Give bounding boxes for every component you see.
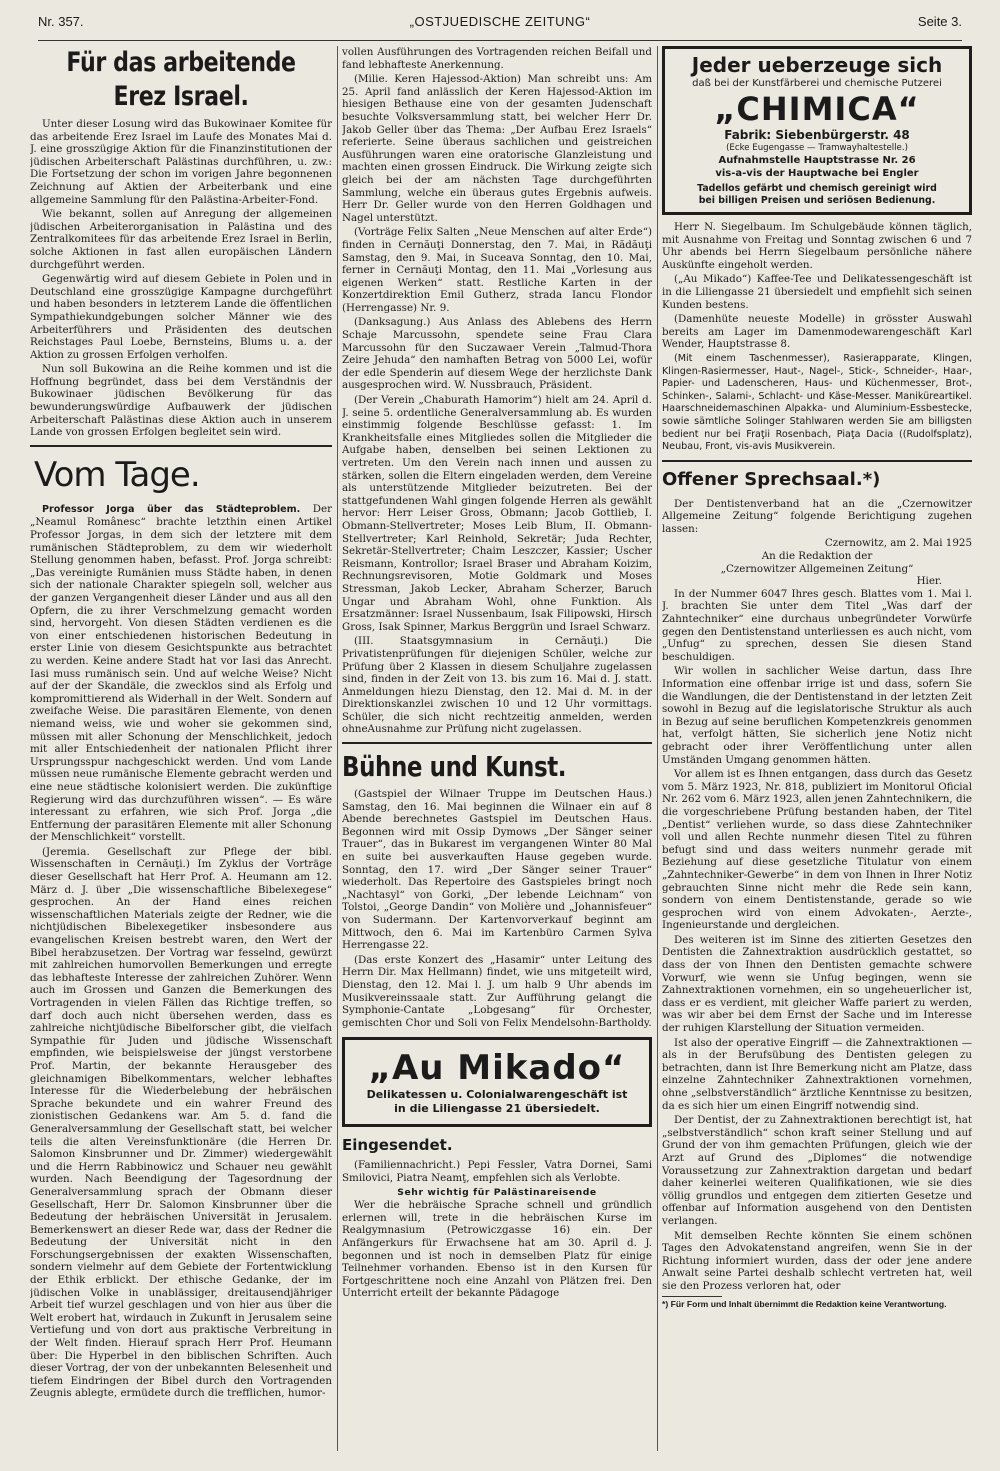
article-paragraph: In der Nummer 6047 Ihres gesch. Blattes vom 1. Mai l. J. brachten Sie unter dem Titel „Was darf der Zahntechniker“ eine durchaus unbegründeter Vorwürfe gegen den Dentistenstand unterliessen es auch nicht, vom „Unfug“ zu sprechen, dessen Sie diesen Stand beschuldigen.	[662, 587, 972, 663]
ad-title: „Au Mikado“	[368, 1048, 626, 1089]
column-divider	[337, 46, 338, 1451]
article-paragraph: vollen Ausführungen des Vortragenden reichen Beifall und fand lebhafteste Anerkennung.	[342, 46, 652, 71]
article-paragraph: (III. Staatsgymnasium in Cernăuţi.) Die Privatistenprüfungen für diejenigen Schüler, welche zur Prüfung über 2 Klassen in diesem Schuljahre zugelassen sind, finden in der Zeit von 13. bis zum 16. Mai d. J. statt. Anmeldungen hiezu Dienstag, den 12. Mai d. M. in der Direktionskanzlei zwischen 10 und 12 Uhr vormittags. Schüler, die sich nicht rechtzeitig anmelden, werden ohneAusnahme zur Prüfung nicht zugelassen.	[342, 635, 652, 736]
header-rule	[38, 40, 962, 41]
notice-title: Sehr wichtig für Palästinareisende	[397, 1186, 597, 1198]
advertisement-chimica	[662, 46, 972, 215]
ad-line: Delikatessen u. Colonialwarengeschäft ist	[366, 1088, 628, 1102]
article-paragraph: (Danksagung.) Aus Anlass des Ablebens des Herrn Schaje Marcussohn, spendete seine Frau Clara Marcussohn für den Suczawaer Verein „Talmud-Thora Zeire Jehuda“ den namhaften Betrag von 5000 Lei, wofür der edle Spenderin auf diesem Wege der herzlichste Dank ausgesprochen wird. W. Nussbrauch, Präsident.	[342, 316, 652, 392]
article-paragraph: Mit demselben Rechte könnten Sie einem schönen Tages den Advokatenstand angreifen, wenn Sie in der Richtung informiert wurden, dass der oder jene andere Anwalt seine Partei deshalb schlecht vertreten hat, weil sie den Prozess verloren hat, oder	[662, 1229, 972, 1292]
column-3	[662, 46, 972, 1456]
letter-address: „Czernowitzer Allgemeinen Zeitung“	[720, 562, 914, 575]
section-heading: Offener Sprechsaal.*)	[662, 468, 881, 490]
ad-line: in die Liliengasse 21 übersiedelt.	[394, 1102, 600, 1116]
article-heading: Für das arbeitende Erez Israel.	[66, 47, 296, 112]
article-text: Der „Neamul Românesc“ brachte letzthin einen Artikel Professor Jorgas, in dem sich der letztere mit dem rumänischen Städteproblem, zu dem wir wiederholt Stellung genommen haben, befasst. Prof. Jorga schreibt: „Das vereinigte Rumänien muss Städte haben, in denen sich der nationale Charakter spiegeln soll, welcher aus der ganzen Vergangenheit dieser Länder und aus all den Opfern, die zu ihrer Verschmelzung gemacht worden sind, hervorgeht. Von diesen Städten verdienen es die von einer entschiedenen historischen Bedeutung in erster Linie von diesem Gesichtspunkte aus betrachtet zu werden. Keine andere Stadt hat vor Iasi das Anrecht. Iasi muss rumänisch sein. Und auf welche Weise? Nicht auf der der Skandäle, die zwecklos sind als Erfolg und kompromittierend als Widerhall in der Welt. Sondern auf zweifache Weise. Die parasitären Elemente, von denen niemand weiss, wie und woher sie gekommen sind, müssen mit aller Schonung der Menschlichkeit, jedoch mit aller Entschiedenheit der nationalen Pflicht ihrer Ursprungsspur nachgeschickt werden. Und vom Lande müssen neue rumänische Elemente gebracht werden und eine neue städtische kolonisiert werden. Die zukünftige Regierung wird das durchzuführen wissen“. — Es wäre interessant zu erfahren, wie sich Prof. Jorga „die Entfernung der parasitären Elemente mit aller Schonung der Menschlichkeit“ vorstellt.	[30, 502, 332, 844]
article-paragraph: Wer die hebräische Sprache schnell und gründlich erlernen will, trete in die hebräischen Kurse im Realgymnasium (Petrowiczgasse 16) ein. Der Anfängerkurs für Erwachsene hat am 30. April d. J. begonnen und ist noch in demselben Platz für einige Teilnehmer vorhanden. Ebenso ist in den Kursen für Fortgeschrittene noch eine Anzahl von Plätzen frei. Den Unterricht erteilt der bekannte Pädagoge	[342, 1199, 652, 1300]
ad-line: Tadellos gefärbt und chemisch gereinigt wird	[697, 183, 937, 194]
article-paragraph: Unter dieser Losung wird das Bukowinaer Komitee für das arbeitende Erez Israel im Laufe des Monates Mai d. J. eine grosszügige Aktion für die Finanzinstitutionen der jüdischen Arbeiterschaft Palästinas durchführen, u. zw.: Die Fortsetzung der schon im vorigen Jahre begonnenen Zeichnung auf Aktien der Arbeiterbank und eine allgemeine Sammlung für den Palästina-Arbeiter-Fond.	[30, 118, 332, 206]
article-paragraph: Gegenwärtig wird auf diesem Gebiete in Polen und in Deutschland eine grosszügige Kampagne durchgeführt und haben besonders in letzterem Lande die öffentlichen Sympathiekundgebungen solcher Männer wie des Arbeiterführers und Präsidenten des deutschen Reichstages Paul Loebe, Bernsteins, Blums u. a. der Aktion zu grossen Erfolgen verholfen.	[30, 273, 332, 361]
article-paragraph: (Mit einem Taschenmesser), Rasierapparate, Klingen, Klingen-Rasiermesser, Haut-, Nagel-, Stick-, Schneider-, Haar-, Papier- und Ladenscheren, Haus- und Küchenmesser, Brot-, Schinken-, Salami-, Schlacht- und Käse-Messer. Maniküreartikel. Haarschneidemaschinen Alpakka- und Aluminium-Essbestecke, sowie sämtliche Solinger Stahlwaren werden Sie am billigsten bedient nur bei Fraţii Rosenbach, Piaţa Dacia ((Rudolfsplatz), Neubau, Front, vis-avis Musikverein.	[662, 352, 972, 453]
ad-line: bei billigen Preisen und seriösen Bedienung.	[698, 195, 936, 206]
article-paragraph: Nun soll Bukowina an die Reihe kommen und ist die Hoffnung begründet, dass bei dem Verständnis der Bukowinaer jüdischen Bevölkerung für das bewunderungswürdige Aufbauwerk der jüdischen Arbeiterschaft Palästinas diese Aktion auch in unserem Lande von grossen Erfolgen begleitet sein wird.	[30, 363, 332, 439]
article-paragraph: (Familiennachricht.) Pepi Fessler, Vatra Dornei, Sami Smilovici, Piatra Neamţ, empfehlen sich als Verlobte.	[342, 1159, 652, 1184]
section-heading: Bühne und Kunst.	[342, 750, 567, 784]
footnote: *) Für Form und Inhalt übernimmt die Redaktion keine Verantwortung.	[662, 1298, 947, 1309]
article-paragraph: (Das erste Konzert des „Hasamir“ unter Leitung des Herrn Dir. Max Hellmann) findet, wie uns mitgeteilt wird, Dienstag, den 12. Mai l. J. um halb 9 Uhr abends im Musikvereinssaale statt. Zur Aufführung gelangt die Symphonie-Cantate „Lobgesang“ für Orchester, gemischten Chor und Soli von Felix Mendelsohn-Bartholdy.	[342, 953, 652, 1029]
ad-headline: Jeder ueberzeuge sich	[691, 53, 943, 77]
article-paragraph: (Vorträge Felix Salten „Neue Menschen auf alter Erde“) finden in Cernăuţi Donnerstag, den 7. Mai, in Rădăuţi Samstag, den 9. Mai, in Suceava Sonntag, den 10. Mai, ferner in Cernăuţi Montag, den 11. Mai „Vorlesung aus eigenen Werken“ statt. Restliche Karten in der Konzertdirektion Emil Gutherz, strada Iancu Flondor (Herrengasse) Nr. 9.	[342, 226, 652, 314]
page-header	[38, 14, 962, 40]
article-paragraph	[30, 503, 332, 844]
article-paragraph: Der Dentist, der zu Zahnextraktionen berechtigt ist, hat „selbstverständlich“ schon kraft seiner Stellung und auf Grund der von ihm gemachten Prüfungen, gleich wie der Arzt auf Grund des „Diplomes“ die notwendige Voraussetzung zur Zahnextraktion dargetan und bedarf daher keinerlei weiteren Qualifikationen, wie sie dies völlig grundlos und entgegen dem zitierten Gesetze und offenbar auf Information ausgehend von den Dentisten verlangen.	[662, 1114, 972, 1227]
section-divider	[342, 742, 652, 744]
column-divider	[657, 46, 658, 1451]
article-paragraph: Vor allem ist es Ihnen entgangen, dass durch das Gesetz vom 5. März 1923, Nr. 818, publiziert im Monitorul Oficial Nr. 262 vom 6. März 1923, allen jenen Zahntechnikern, die die vorgeschriebene Prüfung bestanden haben, der Titel „Dentist“ verliehen wurde, so dass diese Zahntechniker voll und allen Rechte nunmehr diesen Titel zu führen befugt sind und dass weiters nunmehr gerade mit Beziehung auf diese gesetzliche Titulatur von einem „Zahntechniker-Gewerbe“ in dem von Ihnen in Ihrer Notiz gebrauchten Sinne nicht mehr die Rede sein kann, sondern von einem Dentistenstande, gerade so wie gesprochen wird von einem Advokaten-, Aerzte-, Ingenieurstande und dergleichen.	[662, 768, 972, 932]
section-divider	[662, 460, 972, 462]
column-2	[342, 46, 652, 1456]
article-paragraph: (Gastspiel der Wilnaer Truppe im Deutschen Haus.) Samstag, den 16. Mai beginnen die Wilnaer ein auf 8 Abende berechnetes Gastspiel im Deutschen Haus. Begonnen wird mit Ossip Dymows „Der Sänger seiner Trauer“, das in Bukarest im vergangenen Winter 80 Mal en suite bei ausverkauften Hause gegeben wurde. Sonntag, den 17. wird „Der Sänger seiner Trauer“ wiederholt. Das Repertoire des Gastspieles bringt noch „Nachtasyl“ von Gorki, „Der lebende Leichnam“ von Tolstoi, „George Dandin“ von Molière und „Johannisfeuer“ von Sudermann. Der Kartenvorverkauf beginnt am Mittwoch, den 6. Mai im Kartenbüro Carmen Sylva Herrengasse 22.	[342, 788, 652, 952]
ad-line: (Ecke Eugengasse — Tramwayhaltestelle.)	[726, 143, 908, 153]
section-heading: Eingesendet.	[342, 1136, 453, 1155]
article-paragraph: Wir wollen in sachlicher Weise dartun, dass Ihre Information eine offenbar irrige ist und dass, sofern Sie die Wandlungen, die der Dentistenstand in der letzten Zeit sowohl in Bezug auf die legislatorische Struktur als auch in Bezug auf seine beruflichen Kompetenzkreis genommen hat, verfolgt hätten, Sie sicherlich jene Notiz nicht gebracht oder ihrer Veröffentlichung unter allen Umständen Umgang genommen hätten.	[662, 665, 972, 766]
newspaper-title: „OSTJUEDISCHE ZEITUNG“	[409, 14, 591, 29]
ad-brand: „CHIMICA“	[714, 90, 920, 128]
ad-line: Aufnahmstelle Hauptstrasse Nr. 26	[718, 155, 916, 166]
ad-line: vis-a-vis der Hauptwache bei Engler	[715, 168, 919, 179]
article-paragraph: (Damenhüte neueste Modelle) in grösster Auswahl bereits am Lager im Damenmodewarengeschäft Karl Wender, Hauptstrasse 8.	[662, 313, 972, 351]
section-heading: Vom Tage.	[34, 454, 200, 495]
article-paragraph: Herr N. Siegelbaum. Im Schulgebäude können täglich, mit Ausnahme von Freitag und Sonntag zwischen 6 und 7 Uhr abends bei Herrn Siegelbaum persönliche nähere Auskünfte eingeholt werden.	[662, 221, 972, 271]
column-1	[30, 46, 332, 1456]
footnote-rule	[662, 1296, 722, 1297]
ad-line: daß bei der Kunstfärberei und chemische Putzerei	[692, 78, 942, 89]
article-paragraph: (Milie. Keren Hajessod-Aktion) Man schreibt uns: Am 25. April fand anlässlich der Keren Hajessod-Aktion im hiesigen Bethause eine von der gesamten Judenschaft besuchte Volksversammlung statt, bei welcher Herr Dr. Jakob Geller über das Thema: „Der Aufbau Erez Israels“ referierte. Seine überaus sachlichen und geistreichen Ausführungen waren eine oratorische Glanzleistung und machten einen grossen Eindruck. Die Wirkung zeigte sich gleich bei der am nächsten Tage durchgeführten Sammlung, welche ein überaus gutes Ergebnis aufweis. Herr Dr. Geller wurde von den Herren Goldhagen und Nagel unterstützt.	[342, 73, 652, 224]
article-paragraph: Des weiteren ist im Sinne des zitierten Gesetzes den Dentisten die Zahnextraktion ausdrücklich gestattet, so dass der von Ihnen den Dentisten gemachte schwere Vorwurf, wie wenn sie Unfug begingen, wenn sie Zahnextraktionen vornehmen, ein so ungeheuerlicher ist, dass er es verdient, mit gleicher Waffe pariert zu werden, was wir aber bei dem Ernst der Sache und im Interesse der ruhigen Klarstellung der Situation vermeiden.	[662, 933, 972, 1035]
article-paragraph: Der Dentistenverband hat an die „Czernowitzer Allgemeine Zeitung“ folgende Berichtigung zugehen lassen:	[662, 497, 972, 535]
article-paragraph: Wie bekannt, sollen auf Anregung der allgemeinen jüdischen Arbeiterorganisation in Palästina und des Zentralkomitees für das arbeitende Erez Israel in Berlin, solche Aktionen in fast allen europäischen Ländern durchgeführt werden.	[30, 208, 332, 271]
letter-date: Czernowitz, am 2. Mai 1925	[824, 537, 972, 550]
article-lead: Professor Jorga über das Städteproblem.	[42, 503, 301, 515]
section-divider	[30, 445, 332, 447]
letter-address: An die Redaktion der	[761, 550, 873, 563]
article-paragraph: Ist also der operative Eingriff — die Zahnextraktionen — als in der Berufsübung des Dentisten gelegen zu betrachten, dann ist Ihre Bemerkung nicht am Platze, dass einzelne Zahntechniker Zahnextraktionen vornehmen, ohne „selbstverständlich“ ärztliche Kenntnisse zu besitzen, da es sich hier um einen Eingriff notwendig sind.	[662, 1036, 972, 1112]
issue-number: Nr. 357.	[38, 14, 84, 29]
letter-address: Hier.	[916, 575, 942, 588]
page-number: Seite 3.	[917, 14, 962, 29]
article-paragraph: („Au Mikado“) Kaffee-Tee und Delikatessengeschäft ist in die Liliengasse 21 übersiedelt und empfiehlt sich seinen Kunden bestens.	[662, 273, 972, 311]
article-paragraph: (Jeremia. Gesellschaft zur Pflege der bibl. Wissenschaften in Cernăuţi.) Im Zyklus der Vorträge dieser Gesellschaft hat Herr Prof. A. Heumann am 12. März d. J. über „Die wissenschaftliche Bibelexegese“ gesprochen. An der Hand eines reichen wissenschaftlichen Materials zeigte der Redner, wie die nichtjüdischen Bibelexegetiker insbesondere aus evangelischen Kreisen bestrebt waren, den Wert der Bibel herabzusetzen. Der Vortrag war fesselnd, gewürzt mit zahlreichen humorvollen Bemerkungen und erregte das lebhafteste Interesse der zahlreichen Zuhörer. Wenn auch im Grossen und Ganzen die Bemerkungen des Vortragenden in vielen Fällen das Richtige treffen, so darf doch auch nicht übersehen werden, dass es zahlreiche nichtjüdische Bibelforscher gibt, die vielfach Sympathie für Juden und jüdische Wissenschaft empfinden, wie beispielsweise der jüngst verstorbene Prof. Martin, der bekannte Herausgeber des gleichnamigen Bibelkommentars, welcher lebhaftes Interesse für die Wiederbelebung der hebräischen Sprache bekundete und ein wahrer Freund des zionistischen Gedankens war. Am 5. d. fand die Generalversammlung der Gesellschaft statt, bei welcher teils die alten Vereinsfunktionäre (die Herren Dr. Salomon Kinsbrunner und Dr. Zimmer) wiedergewählt und die Herrn Rabbinowicz und Schauer neu gewählt wurden. Nach Beendigung der Tagesordnung der Generalversammlung sprach der Obmann dieser Gesellschaft, Herr Dr. Salomon Kinsbrunner über die Bedeutung der hebräischen Universität in Jerusalem. Bemerkenswert an dieser Rede war, dass der Redner die Bedeutung der Universität nicht in den Forschungsergebnissen der exakten Wissenschaften, sondern vielmehr auf dem Gebiete der Fortentwicklung der Ethik erblickt. Der ethische Gedanke, der im jüdischen Volke in unablässiger, dreitausendjähriger Arbeit tief wurzel geschlagen und von hier aus über die Welt erobert hat, wirdauch in Zukunft in Jerusalem seine Vertiefung und von dort aus praktische Verbreitung in der Welt finden. Hierauf sprach Herr Prof. Heumann über: Die Hyperbel in den biblischen Schriften. Auch dieser Vortrag, der von der unbekannten Belesenheit und tiefem Eindringen der Bibel durch den Vortragenden Zeugnis ablegte, ermüdete durch die trefflichen, humor-	[30, 845, 332, 1400]
ad-line: Fabrik: Siebenbürgerstr. 48	[724, 128, 910, 142]
article-paragraph: (Der Verein „Chaburath Hamorim“) hielt am 24. April d. J. seine 5. ordentliche Generalversammlung ab. Es wurden einstimmig folgende Beschlüsse gefasst: 1. Im Krankheitsfalle eines Mitgliedes sollen die Mitglieder die Aufgabe haben, denselben bei seinen Lektionen zu vertreten. Um den Verein nach innen und aussen zu stärken, sollen die Eltern eingeladen werden, dem Vereine als unterstützende Mitglieder beizutreten. Bei der stattgefundenen Wahl gingen folgende Herren als gewählt hervor: Herr Leiser Gross, Obmann; Jacob Gottlieb, I. Obmann-Stellvertreter; Moses Leib Blum, II. Obmann-Stellvertreter; Karl Reinhold, Sekretär; Juda Rechter, Sekretär-Stellvertreter; Chaim Leszczer, Kassier; Uscher Reismann, Kontrollor; Israel Braser und Abraham Koizim, Rechnungsrevisoren, Motie Goldmark und Moses Stressman, Jakob Lecker, Abraham Scherzer, Baruch Ungar und Abraham Wohl, ohne Funktion. Als Ersatzmänner: Israel Nussenbaum, Isak Filipowski, Hirsch Gross, Isak Spinner, Markus Berggrün und Israel Schwarz.	[342, 394, 652, 633]
advertisement-au-mikado	[342, 1037, 652, 1127]
